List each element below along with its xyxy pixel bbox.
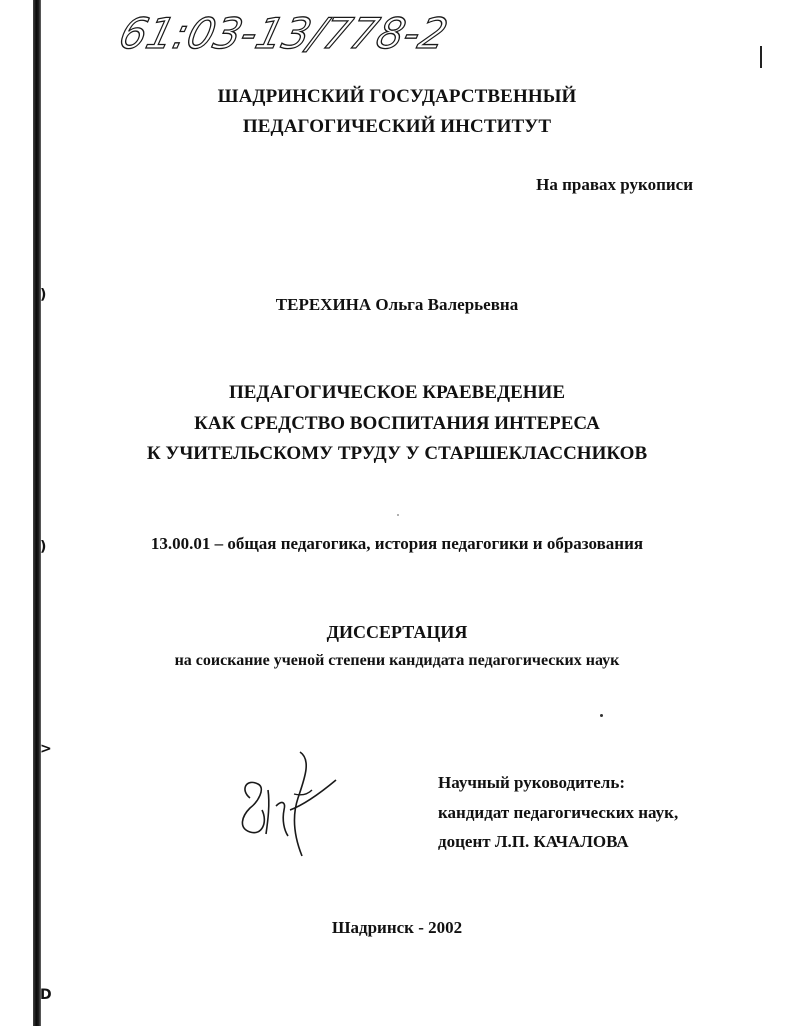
dissertation-title-line-2: КАК СРЕДСТВО ВОСПИТАНИЯ ИНТЕРЕСА [194,413,600,434]
scan-edge-mark: > [40,741,52,757]
degree-line: на соискание ученой степени кандидата педагогических наук [174,652,620,669]
scan-speck [600,714,603,717]
scan-edge-mark: D [40,987,52,1003]
scan-edge-mark: ) [40,287,47,303]
institution-name-line-2: ПЕДАГОГИЧЕСКИЙ ИНСТИТУТ [242,116,552,137]
author-name: ТЕРЕХИНА Ольга Валерьевна [275,295,519,314]
scan-margin-tick [760,46,762,68]
scan-edge-shadow [33,0,41,1026]
dissertation-title-line-3: К УЧИТЕЛЬСКОМУ ТРУДУ У СТАРШЕКЛАССНИКОВ [146,443,648,464]
archive-code-handwritten [114,4,488,64]
city-and-year: Шадринск - 2002 [331,918,463,937]
supervisor-label: Научный руководитель: [438,773,625,792]
supervisor-degree: кандидат педагогических наук, [438,803,679,822]
scan-speck [397,514,399,516]
specialty-code: 13.00.01 – общая педагогика, история педагогики и образования [150,534,644,553]
handwritten-signature [232,750,342,860]
scan-edge-mark: ) [40,539,47,555]
institution-name-line-1: ШАДРИНСКИЙ ГОСУДАРСТВЕННЫЙ [217,86,577,107]
document-type: ДИССЕРТАЦИЯ [326,622,468,642]
dissertation-title-line-1: ПЕДАГОГИЧЕСКОЕ КРАЕВЕДЕНИЕ [228,382,566,403]
supervisor-name: доцент Л.П. КАЧАЛОВА [438,832,629,851]
svg-text:61:03-13/778-2: 61:03-13/778-2 [114,9,453,59]
manuscript-rights-note: На правах рукописи [536,175,693,194]
